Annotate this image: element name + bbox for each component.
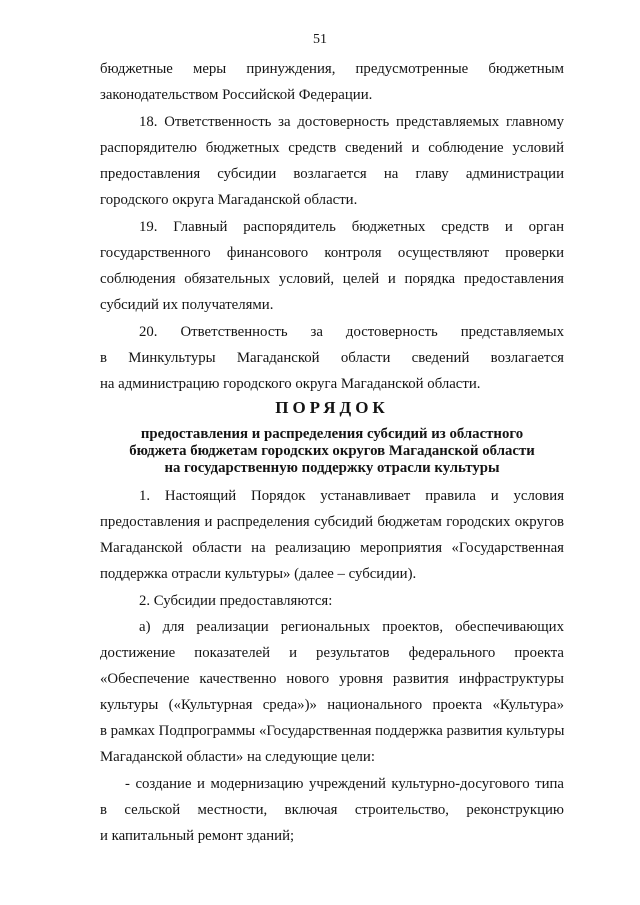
item-18-line: 18. Ответственность за достоверность представляемых главному xyxy=(139,114,564,130)
item-1-line: Магаданской области на реализацию мероприятия «Государственная xyxy=(100,540,564,556)
section-subtitle-line: на государственную поддержку отрасли культуры xyxy=(164,460,500,476)
item-1-line: поддержка отрасли культуры» (далее – субсидии). xyxy=(100,566,417,582)
item-2-line: 2. Субсидии предоставляются: xyxy=(139,593,333,609)
item-2a-line: «Обеспечение качественно нового уровня развития инфраструктуры xyxy=(100,671,564,687)
item-19-line: государственного финансового контроля осуществляют проверки xyxy=(100,245,564,261)
item-20-line: в Минкультуры Магаданской области сведений возлагается xyxy=(100,350,564,366)
item-18-line: предоставления субсидии возлагается на главу администрации xyxy=(100,166,564,182)
paragraph-line: законодательством Российской Федерации. xyxy=(100,87,373,103)
dash-item-line: в сельской местности, включая строительство, реконструкцию xyxy=(100,802,564,818)
item-2a-line: в рамках Подпрограммы «Государственная поддержка развития культуры xyxy=(100,723,565,739)
section-subtitle-line: бюджета бюджетам городских округов Магаданской области xyxy=(129,443,535,459)
item-18-line: распорядителю бюджетных средств сведений и соблюдение условий xyxy=(100,140,564,156)
section-subtitle-line: предоставления и распределения субсидий из областного xyxy=(140,426,524,442)
item-1-line: 1. Настоящий Порядок устанавливает правила и условия xyxy=(139,488,564,504)
dash-item-line: - создание и модернизацию учреждений культурно-досугового типа xyxy=(125,776,564,792)
item-2a-line: достижение показателей и результатов федерального проекта xyxy=(100,645,564,661)
item-1-line: предоставления и распределения субсидий бюджетам городских округов xyxy=(100,514,564,530)
item-2a-line: Магаданской области» на следующие цели: xyxy=(100,749,375,765)
page-number: 51 xyxy=(313,32,327,47)
item-19-line: субсидий их получателями. xyxy=(100,297,274,313)
item-18-line: городского округа Магаданской области. xyxy=(100,192,358,208)
item-20-line: 20. Ответственность за достоверность представляемых xyxy=(139,324,564,340)
item-2a-line: культуры («Культурная среда»)» национального проекта «Культура» xyxy=(100,697,564,713)
section-title: ПОРЯДОК xyxy=(275,398,389,417)
item-19-line: соблюдения обязательных условий, целей и порядка предоставления xyxy=(100,271,564,287)
item-20-line: на администрацию городского округа Магаданской области. xyxy=(100,376,481,392)
paragraph-line: бюджетные меры принуждения, предусмотренные бюджетным xyxy=(100,61,564,77)
item-19-line: 19. Главный распорядитель бюджетных средств и орган xyxy=(139,219,564,235)
dash-item-line: и капитальный ремонт зданий; xyxy=(100,828,295,844)
item-2a-line: а) для реализации региональных проектов, обеспечивающих xyxy=(139,619,564,635)
